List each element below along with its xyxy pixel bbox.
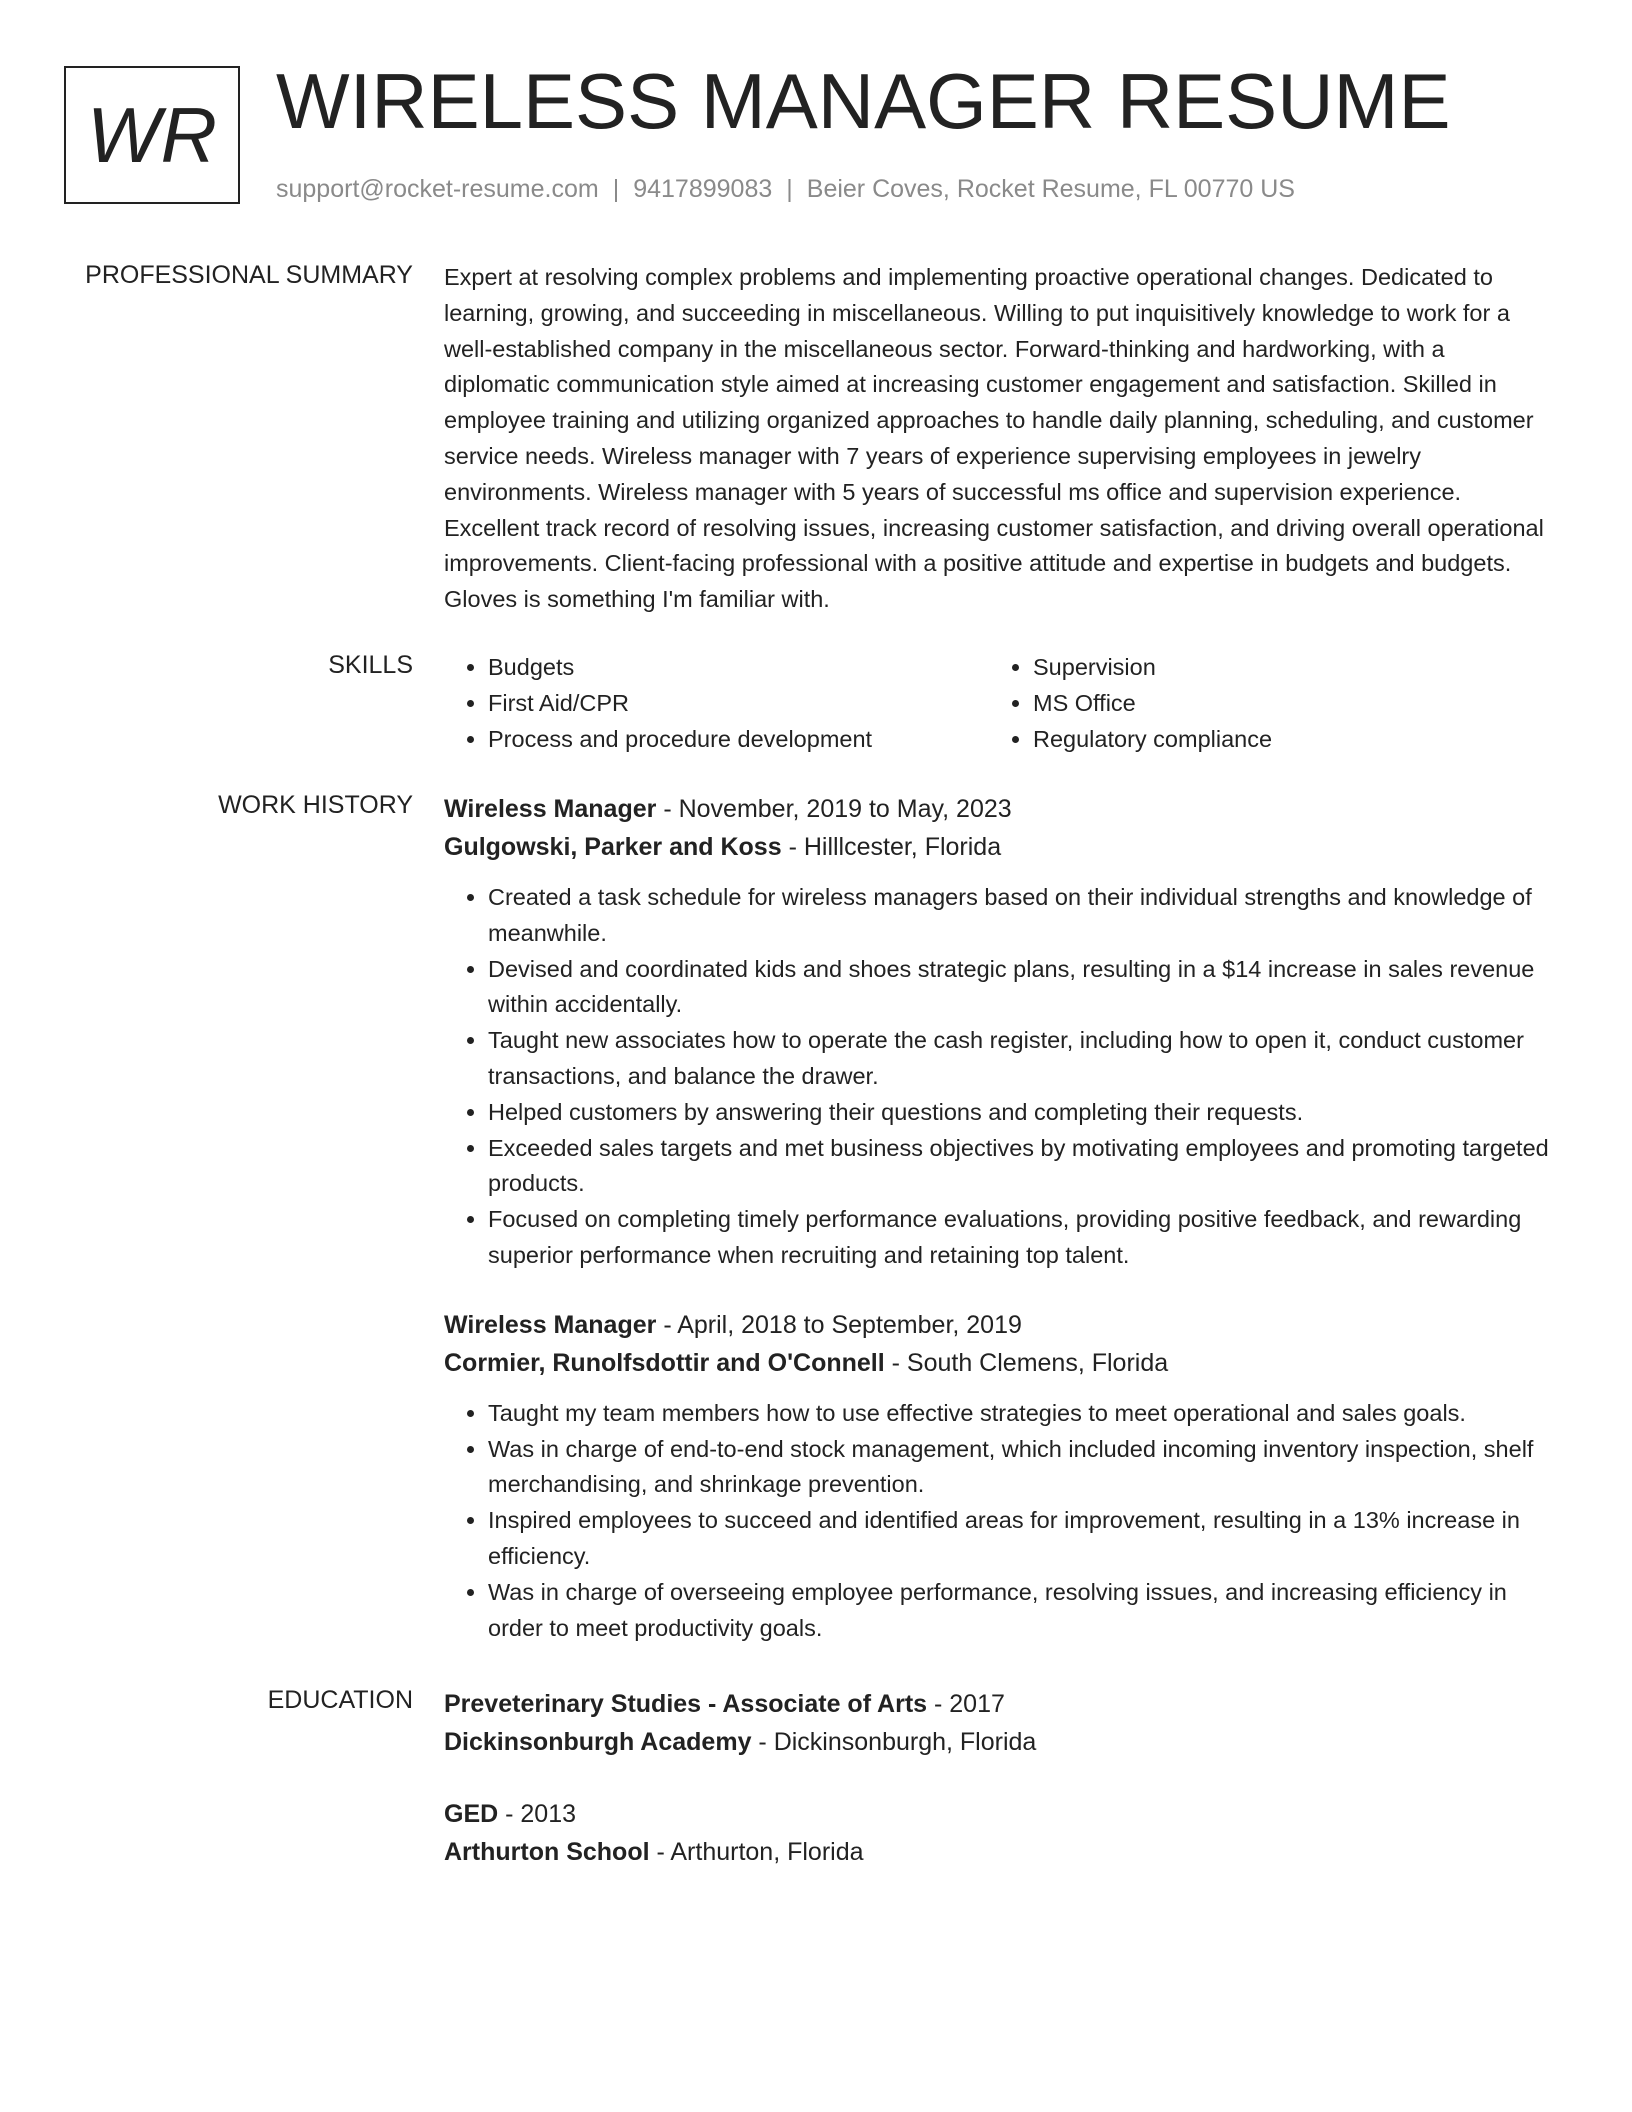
education-location: - Dickinsonburgh, Florida bbox=[751, 1728, 1037, 1756]
education-body bbox=[444, 1685, 1556, 1871]
job-bullet: • Was in charge of overseeing employee performance, resolving issues, and increasing efficiency in order to meet productivity goals. bbox=[488, 1575, 1556, 1647]
job-bullet: • Exceeded sales targets and met business objectives by motivating employees and promoting targeted products. bbox=[488, 1131, 1556, 1203]
contact-separator: | bbox=[786, 175, 793, 203]
education-year: - 2017 bbox=[927, 1690, 1005, 1718]
monogram-text: WR bbox=[87, 90, 217, 179]
job-company: Cormier, Runolfsdottir and O'Connell bbox=[444, 1348, 885, 1377]
skill-item: • Supervision bbox=[1033, 650, 1534, 686]
education-entry bbox=[444, 1685, 1556, 1761]
job-bullet: • Devised and coordinated kids and shoes strategic plans, resulting in a $14 increase in sales revenue within accidentally. bbox=[488, 952, 1556, 1024]
skill-item: • MS Office bbox=[1033, 686, 1534, 722]
skills-label: SKILLS bbox=[328, 651, 413, 679]
skill-item: • Regulatory compliance bbox=[1033, 722, 1534, 758]
job-location: - South Clemens, Florida bbox=[884, 1348, 1169, 1377]
job-title: Wireless Manager bbox=[444, 1310, 657, 1339]
job-bullet: • Was in charge of end-to-end stock management, which included incoming inventory inspection, shelf merchandising, and shrinkage prevention. bbox=[488, 1432, 1556, 1504]
job-bullet: • Inspired employees to succeed and identified areas for improvement, resulting in a 13% increase in efficiency. bbox=[488, 1503, 1556, 1575]
contact-email: support@rocket-resume.com bbox=[276, 175, 599, 203]
education-entry bbox=[444, 1795, 1556, 1871]
job-title: Wireless Manager bbox=[444, 795, 657, 823]
skills-list-left bbox=[444, 650, 989, 757]
contact-phone: 9417899083 bbox=[633, 175, 773, 203]
job-bullet: • Taught new associates how to operate the cash register, including how to open it, conduct customer transactions, and balance the drawer. bbox=[488, 1023, 1556, 1095]
summary-label: PROFESSIONAL SUMMARY bbox=[85, 261, 413, 289]
job-dates: - April, 2018 to September, 2019 bbox=[656, 1310, 1022, 1339]
education-degree: GED bbox=[444, 1800, 499, 1828]
work-body bbox=[444, 790, 1556, 1646]
job-bullet: • Taught my team members how to use effective strategies to meet operational and sales goals. bbox=[488, 1396, 1556, 1432]
skill-item: • Budgets bbox=[488, 650, 989, 686]
job-company-line bbox=[444, 1344, 1556, 1382]
job-company: Gulgowski, Parker and Koss bbox=[444, 833, 782, 861]
education-year: - 2013 bbox=[498, 1800, 577, 1828]
contact-address: Beier Coves, Rocket Resume, FL 00770 US bbox=[806, 175, 1295, 203]
education-label: EDUCATION bbox=[267, 1686, 413, 1714]
summary-text: Expert at resolving complex problems and implementing proactive operational changes. Dedicated to learning, growing, and succeeding in miscellaneous. Willing to put inquisitively knowledge to work for a well-established company in the miscellaneous sector. Forward-thinking and hardworking, with a diplomatic communication style aimed at increasing customer engagement and satisfaction. Skilled in employee training and utilizing organized approaches to handle daily planning, scheduling, and customer service needs. Wireless manager with 7 years of experience supervising employees in jewelry environments. Wireless manager with 5 years of successful ms office and supervision experience. Excellent track record of resolving issues, increasing customer satisfaction, and driving overall operational improvements. Client-facing professional with a positive attitude and expertise in budgets and budgets. Gloves is something I'm familiar with. bbox=[444, 264, 1544, 613]
resume-title: WIRELESS MANAGER RESUME bbox=[276, 57, 1451, 145]
job-bullets bbox=[444, 1396, 1556, 1647]
work-label: WORK HISTORY bbox=[218, 791, 413, 819]
contact-line bbox=[276, 174, 1295, 204]
contact-separator: | bbox=[612, 175, 620, 203]
skill-item: • First Aid/CPR bbox=[488, 686, 989, 722]
job-entry bbox=[444, 1306, 1556, 1647]
job-company-line bbox=[444, 828, 1556, 866]
job-title-line bbox=[444, 1306, 1556, 1344]
education-school-line bbox=[444, 1833, 1556, 1871]
skills-body bbox=[444, 650, 1556, 757]
education-school: Dickinsonburgh Academy bbox=[444, 1728, 752, 1756]
monogram bbox=[64, 66, 240, 204]
education-degree: Preveterinary Studies - Associate of Arts bbox=[444, 1690, 928, 1718]
job-title-line bbox=[444, 790, 1556, 828]
job-bullet: • Created a task schedule for wireless managers based on their individual strengths and knowledge of meanwhile. bbox=[488, 880, 1556, 952]
education-degree-line bbox=[444, 1685, 1556, 1723]
job-bullet: • Helped customers by answering their questions and completing their requests. bbox=[488, 1095, 1556, 1131]
education-degree-line bbox=[444, 1795, 1556, 1833]
skills-list-right bbox=[989, 650, 1534, 757]
job-bullet: • Focused on completing timely performance evaluations, providing positive feedback, and rewarding superior performance when recruiting and retaining top talent. bbox=[488, 1202, 1556, 1274]
job-bullets bbox=[444, 880, 1556, 1274]
summary-body bbox=[444, 260, 1556, 618]
education-location: - Arthurton, Florida bbox=[649, 1838, 864, 1866]
education-school: Arthurton School bbox=[444, 1838, 650, 1866]
job-entry bbox=[444, 790, 1556, 1274]
job-location: - Hilllcester, Florida bbox=[781, 833, 1002, 861]
skill-item: • Process and procedure development bbox=[488, 722, 989, 758]
education-school-line bbox=[444, 1723, 1556, 1761]
job-dates: - November, 2019 to May, 2023 bbox=[656, 795, 1012, 823]
